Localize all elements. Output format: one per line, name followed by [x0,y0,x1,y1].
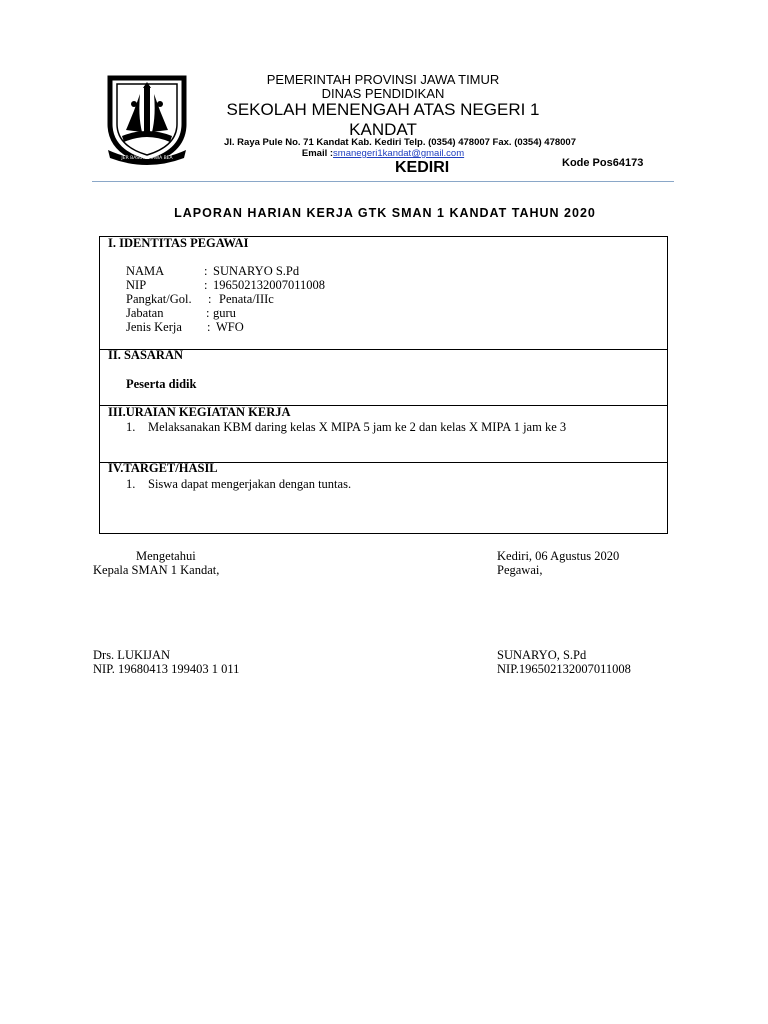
identity-heading: I. IDENTITAS PEGAWAI [108,236,249,250]
result-item-number: 1. [126,477,136,491]
principal-nip: NIP. 19680413 199403 1 011 [93,662,240,676]
school-email-row [200,148,566,159]
school-name [200,100,566,140]
identity-sep: : [208,292,212,306]
identity-label-name: NAMA [126,264,165,278]
identity-sep: : [204,264,208,278]
target-heading: II. SASARAN [108,348,184,362]
logo-motto: JER BASUKI MAWA BEA [121,156,173,161]
school-name-line1: SEKOLAH MENENGAH ATAS NEGERI 1 [226,100,540,119]
principal-name: Drs. LUKIJAN [93,648,171,662]
report-title: LAPORAN HARIAN KERJA GTK SMAN 1 KANDAT TAHUN 2020 [174,206,596,220]
identity-sep: : [204,278,208,292]
results-heading: IV.TARGET/HASIL [108,461,218,475]
postal-code: Kode Pos64173 [562,157,644,169]
principal-role: Kepala SMAN 1 Kandat, [93,563,220,577]
email-link[interactable]: smanegeri1kandat@gmail.com [333,148,465,159]
identity-label-worktype: Jenis Kerja [126,320,182,334]
identity-sep: : [207,320,211,334]
department-name: DINAS PENDIDIKAN [321,86,445,101]
identity-label-position: Jabatan [126,306,164,320]
employee-role: Pegawai, [497,563,543,577]
school-address: Jl. Raya Pule No. 71 Kandat Kab. Kediri Telp. (0354) 478007 Fax. (0354) 478007 [223,137,577,148]
identity-value-name: SUNARYO S.Pd [213,264,300,278]
identity-value-worktype: WFO [216,320,244,334]
acknowledged-label: Mengetahui [136,549,196,563]
employee-name: SUNARYO, S.Pd [497,648,587,662]
identity-label-rank: Pangkat/Gol. [126,292,192,306]
province-emblem-logo [104,72,190,166]
employee-nip: NIP.196502132007011008 [497,662,631,676]
target-value: Peserta didik [126,377,197,391]
activity-item-number: 1. [126,420,136,434]
identity-value-position: guru [213,306,236,320]
school-name-line2: KANDAT [349,120,417,139]
city-name: KEDIRI [395,159,450,176]
identity-value-rank: Penata/IIIc [219,292,274,306]
province-name: PEMERINTAH PROVINSI JAWA TIMUR [266,72,500,87]
identity-label-nip: NIP [126,278,147,292]
email-label: Email : [301,148,334,159]
activity-item-text: Melaksanakan KBM daring kelas X MIPA 5 jam ke 2 dan kelas X MIPA 1 jam ke 3 [148,420,567,434]
letterhead-divider [92,181,674,182]
identity-value-nip: 196502132007011008 [213,278,326,292]
result-item-text: Siswa dapat mengerjakan dengan tuntas. [148,477,352,491]
activities-heading: III.URAIAN KEGIATAN KERJA [108,405,291,419]
identity-sep: : [206,306,210,320]
report-date: Kediri, 06 Agustus 2020 [497,549,620,563]
section-divider [99,349,668,350]
